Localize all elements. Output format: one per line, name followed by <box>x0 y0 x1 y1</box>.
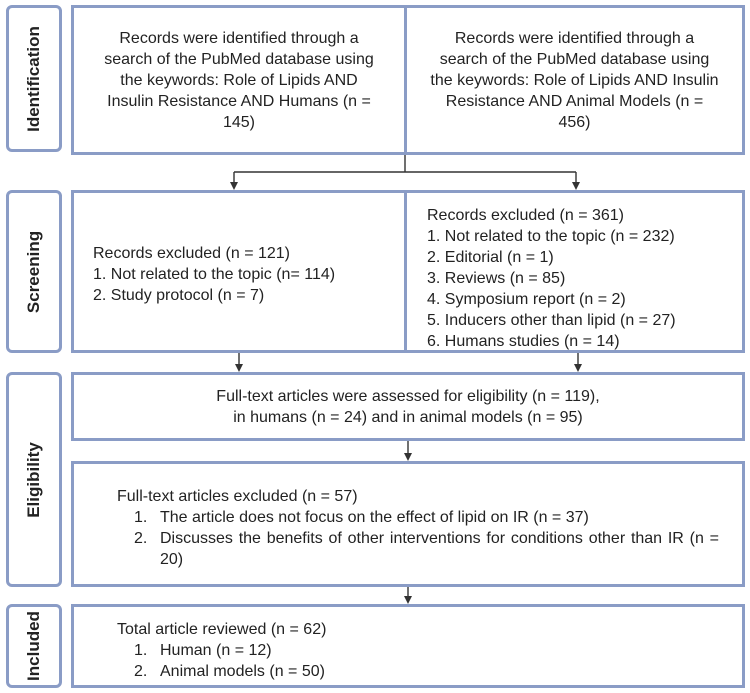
eligibility-assessed-line2: in humans (n = 24) and in animal models (n = 95) <box>233 408 583 426</box>
included-box <box>71 604 745 688</box>
list-item: 1. Human (n = 12) <box>134 642 272 659</box>
list-item: 2. Discusses the benefits of other interventions for conditions other than IR (n = 20) <box>134 530 719 568</box>
screening-animal-list <box>427 226 742 352</box>
screening-human-box <box>71 190 407 353</box>
eligibility-assessed-line1: Full-text articles were assessed for eligibility (n = 119), <box>216 387 600 405</box>
list-item: 2. Study protocol (n = 7) <box>93 287 265 304</box>
stage-identification-label: Identification <box>24 25 43 132</box>
eligibility-excluded-box <box>71 461 745 587</box>
list-item: 6. Humans studies (n = 14) <box>427 333 620 350</box>
list-item: 5. Inducers other than lipid (n = 27) <box>427 312 676 329</box>
stage-included <box>6 604 62 688</box>
list-item: 3. Reviews (n = 85) <box>427 270 566 287</box>
list-item: 2. Animal models (n = 50) <box>134 663 325 680</box>
stage-included-label: Included <box>24 611 43 681</box>
list-item: 1. The article does not focus on the effect of lipid on IR (n = 37) <box>134 509 589 526</box>
eligibility-excluded-title: Full-text articles excluded (n = 57) <box>117 488 358 505</box>
stage-identification <box>6 5 62 152</box>
screening-human-list <box>93 264 404 306</box>
stage-eligibility <box>6 372 62 587</box>
stage-screening-label: Screening <box>24 230 43 313</box>
connector-split-line <box>234 155 576 172</box>
list-item: 2. Editorial (n = 1) <box>427 249 554 266</box>
identification-animal-text: Records were identified through a search of the PubMed database using the keywords: Role of Lipids AND Insulin Resistance AND Animal Models (n = 456) <box>430 29 719 131</box>
identification-animal-box <box>404 5 745 155</box>
list-item: 4. Symposium report (n = 2) <box>427 291 626 308</box>
eligibility-assessed-box <box>71 372 745 441</box>
screening-animal-title: Records excluded (n = 361) <box>427 207 624 224</box>
stage-screening <box>6 190 62 353</box>
identification-human-box <box>71 5 407 155</box>
list-item: 1. Not related to the topic (n = 232) <box>427 228 675 245</box>
screening-animal-box <box>404 190 745 353</box>
stage-eligibility-label: Eligibility <box>24 441 43 518</box>
list-item: 1. Not related to the topic (n= 114) <box>93 266 336 283</box>
included-title: Total article reviewed (n = 62) <box>117 621 327 638</box>
screening-human-title: Records excluded (n = 121) <box>93 245 290 262</box>
identification-human-text: Records were identified through a search of the PubMed database using the keywords: Role of Lipids AND Insulin Resistance AND Humans (n = 145) <box>104 29 374 131</box>
